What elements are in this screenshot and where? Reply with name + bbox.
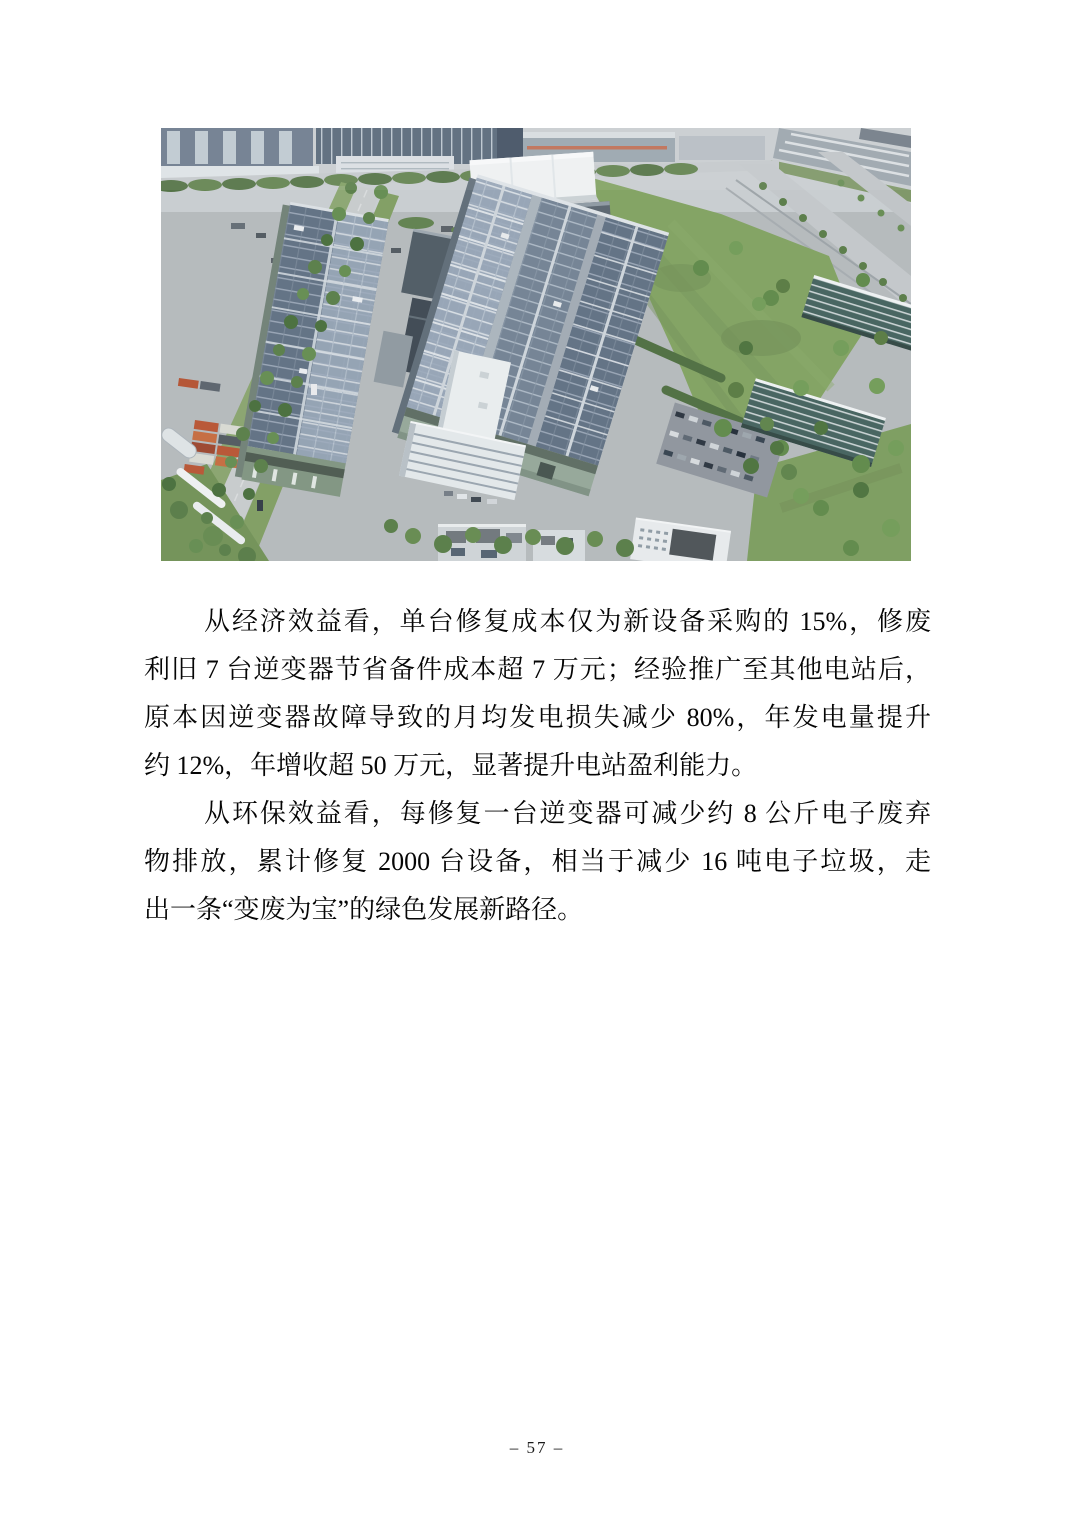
paragraph-line: 约 12%，年增收超 50 万元，显著提升电站盈利能力。 — [144, 751, 758, 780]
aerial-photo-illustration — [161, 128, 911, 561]
paragraph-line: 物排放，累计修复 2000 台设备，相当于减少 16 吨电子垃圾，走 — [144, 847, 931, 876]
page-number: – 57 – — [509, 1438, 565, 1457]
paragraph-line: 出一条“变废为宝”的绿色发展新路径。 — [144, 895, 584, 924]
paragraph-line: 原本因逆变器故障导致的月均发电损失减少 80%，年发电量提升 — [144, 703, 931, 732]
paragraph-economic — [144, 598, 931, 790]
factory-aerial-photo — [161, 128, 911, 561]
paragraph-environmental — [144, 790, 931, 934]
paragraph-line: 从环保效益看，每修复一台逆变器可减少约 8 公斤电子废弃 — [204, 799, 931, 828]
paragraph-line: 从经济效益看，单台修复成本仅为新设备采购的 15%，修废 — [204, 607, 931, 636]
paragraph-line: 利旧 7 台逆变器节省备件成本超 7 万元；经验推广至其他电站后， — [144, 655, 931, 684]
body-text — [144, 598, 931, 934]
